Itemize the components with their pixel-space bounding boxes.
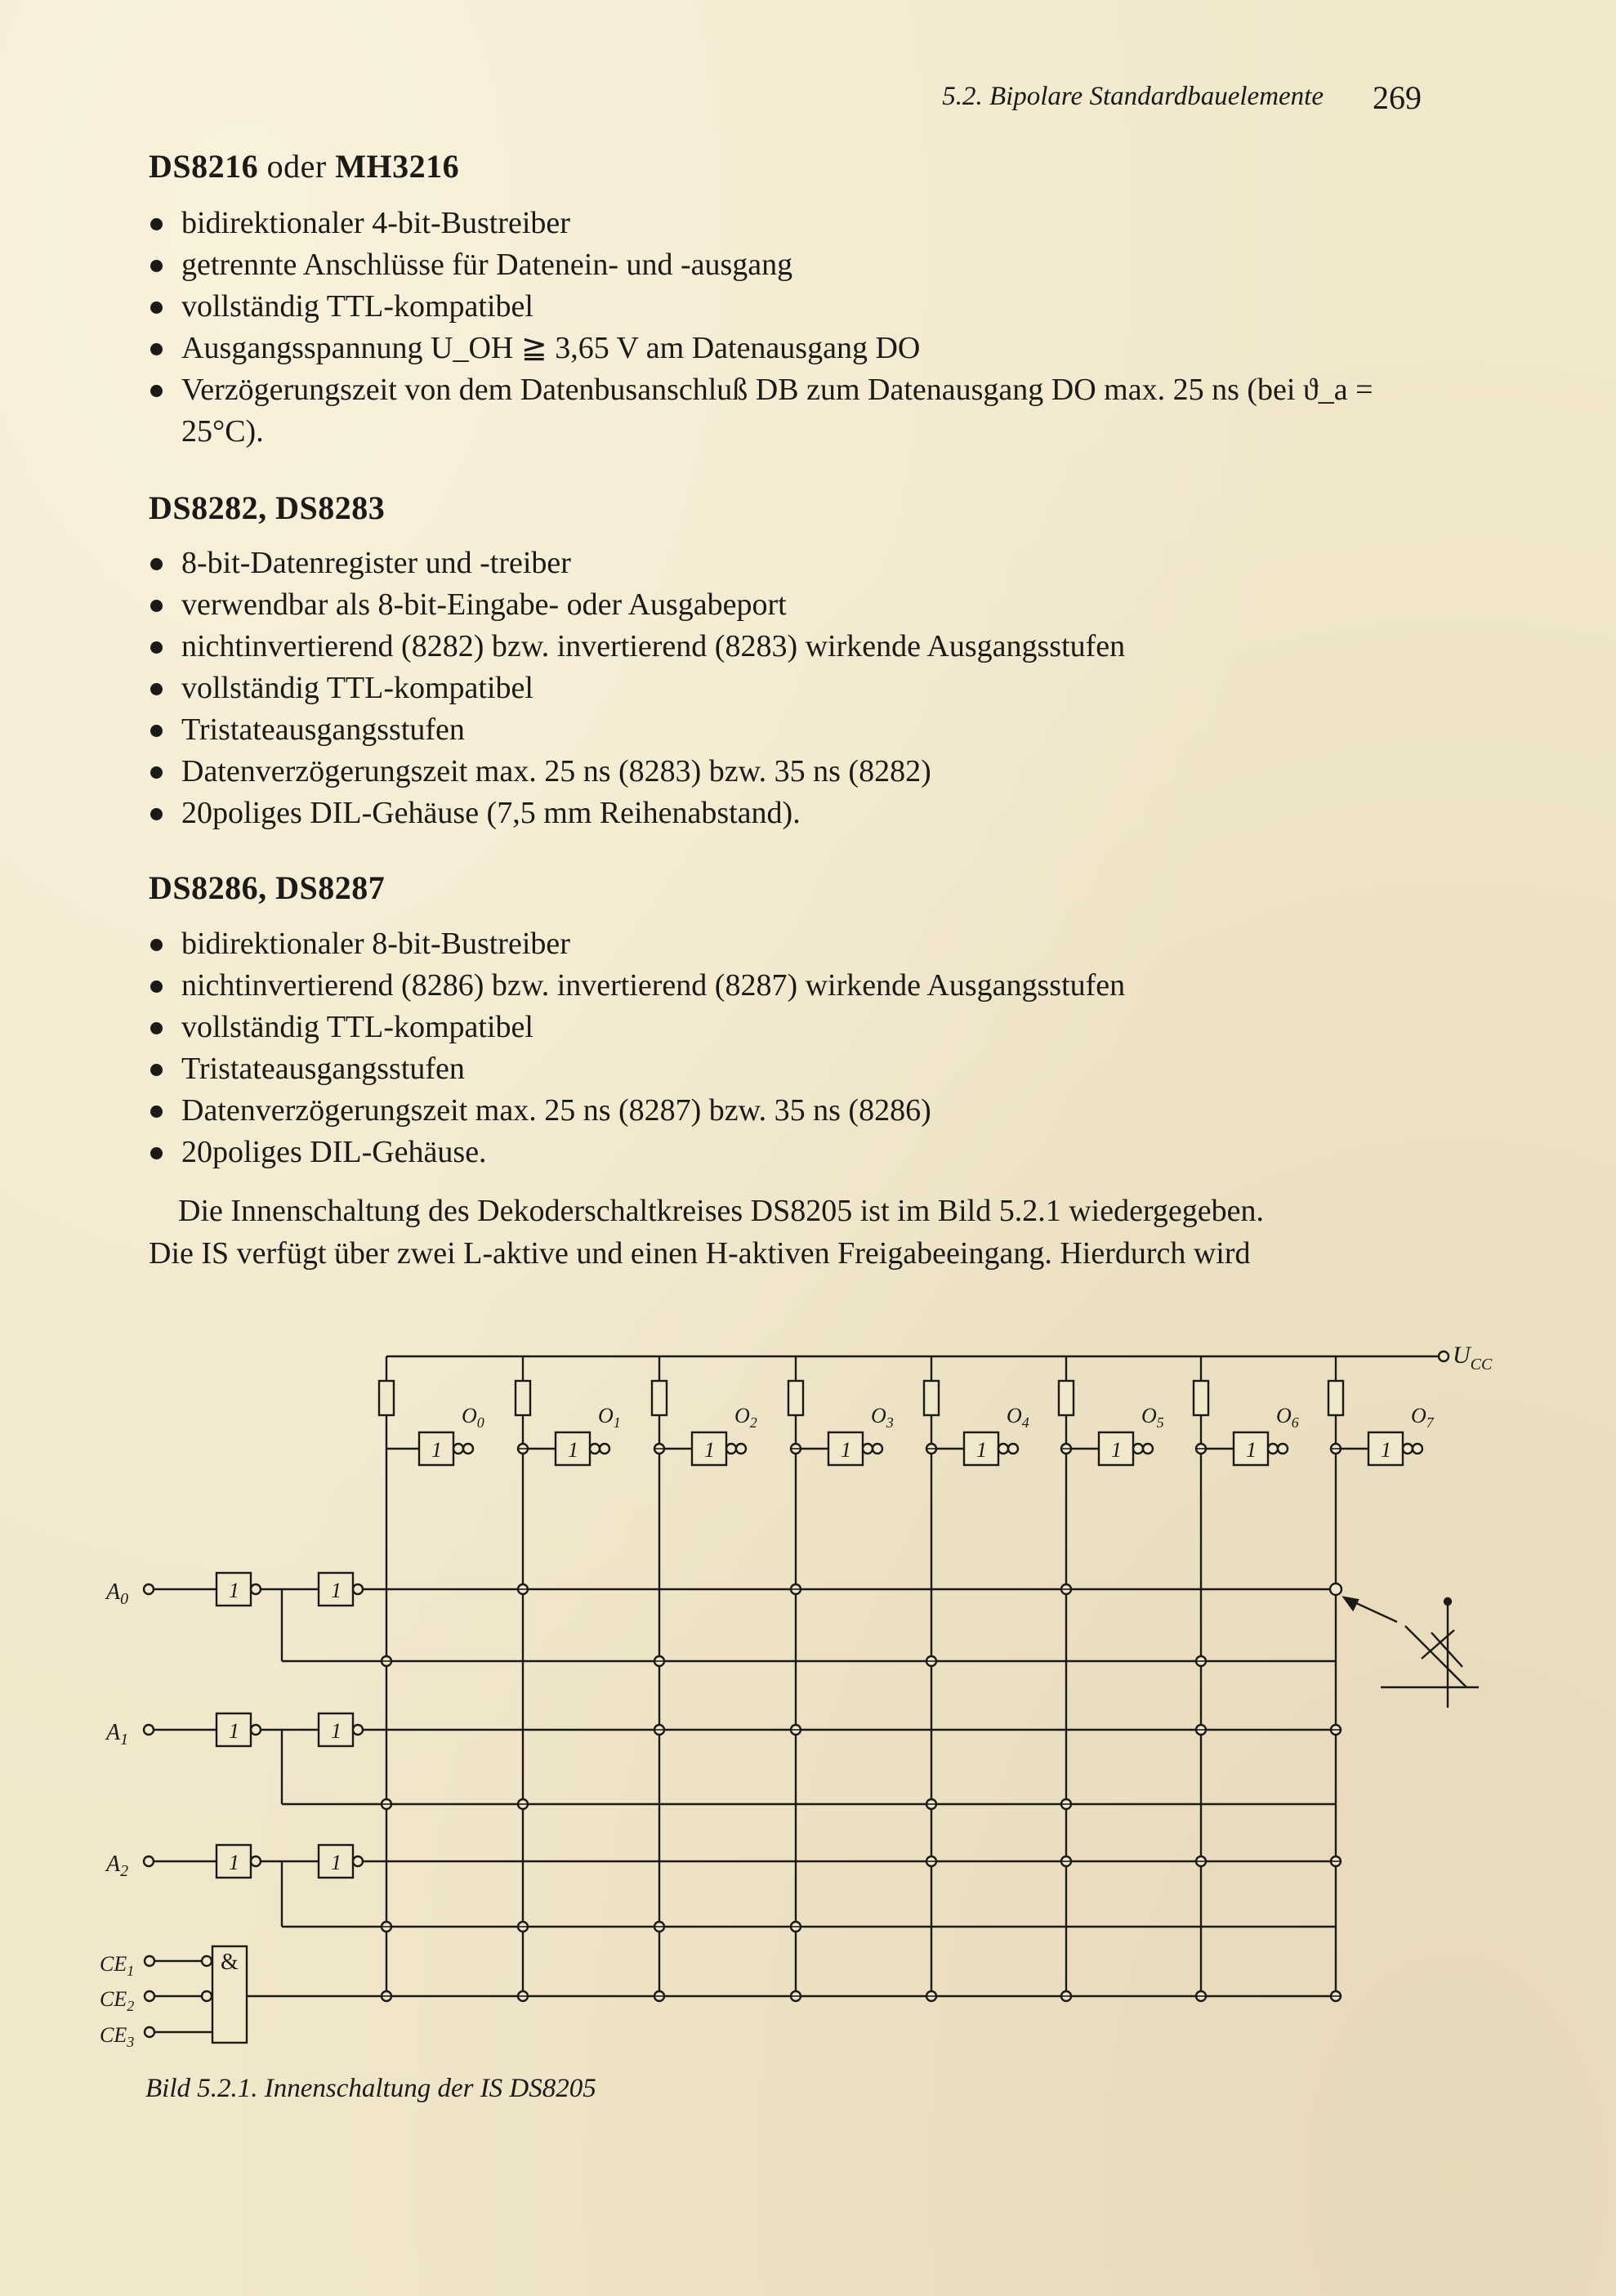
output-label: $O_0$ bbox=[462, 1404, 484, 1431]
inverter-bubble bbox=[353, 1584, 363, 1594]
bullet-text: Verzögerungszeit von dem Datenbusanschluß DB zum Datenausgang DO max. 25 ns (bei ϑ_a = 25°C). bbox=[181, 373, 1373, 449]
paragraph-line: Die IS verfügt über zwei L-aktive und einen H-aktiven Freigabeeingang. Hierdurch wird bbox=[149, 1236, 1251, 1271]
bullet-dot-icon bbox=[150, 766, 163, 779]
bullet-text: vollständig TTL-kompatibel bbox=[181, 671, 533, 705]
inverter-bubble bbox=[590, 1444, 600, 1454]
inverter-bubble bbox=[1403, 1444, 1413, 1454]
enable-input-label: $CE_1$ bbox=[100, 1952, 135, 1979]
marked-junction bbox=[1330, 1584, 1341, 1595]
bullet-dot-icon bbox=[150, 939, 163, 951]
bullet-item bbox=[149, 1132, 1456, 1173]
inverter-bubble bbox=[726, 1444, 736, 1454]
address-input-label: $A_1$ bbox=[106, 1720, 129, 1749]
bullet-dot-icon bbox=[150, 1064, 163, 1076]
gate-symbol-label: 1 bbox=[229, 1851, 239, 1874]
heading-part: MH3216 bbox=[335, 148, 460, 185]
bullet-text: Tristateausgangsstufen bbox=[181, 1052, 465, 1086]
enable-inverted-bubble bbox=[202, 1991, 212, 2001]
bullet-list-ds8286 bbox=[149, 923, 1456, 1173]
bullet-dot-icon bbox=[150, 980, 163, 993]
output-label: $O_2$ bbox=[734, 1404, 757, 1431]
bullet-dot-icon bbox=[150, 683, 163, 695]
paragraph-line: Die Innenschaltung des Dekoderschaltkreises DS8205 ist im Bild 5.2.1 wiedergegeben. bbox=[178, 1194, 1265, 1228]
bullet-text: Ausgangsspannung U_OH ≧ 3,65 V am Datenausgang DO bbox=[181, 331, 921, 365]
bullet-text: verwendbar als 8-bit-Eingabe- oder Ausgabeport bbox=[181, 587, 787, 622]
enable-terminal bbox=[145, 1991, 154, 2001]
gate-symbol-label: 1 bbox=[1246, 1438, 1257, 1462]
supply-label: $U_{CC}$ bbox=[1453, 1342, 1493, 1374]
address-input-label: $A_0$ bbox=[106, 1579, 129, 1608]
enable-terminal bbox=[145, 2027, 154, 2037]
diode-symbol-line bbox=[1422, 1630, 1454, 1659]
section-heading-ds8286: DS8286, DS8287 bbox=[149, 869, 386, 906]
bullet-item bbox=[149, 709, 1456, 751]
arrow-head-icon bbox=[1344, 1597, 1358, 1610]
address-input-label: $A_2$ bbox=[106, 1852, 129, 1880]
bullet-item bbox=[149, 965, 1456, 1007]
input-terminal bbox=[144, 1856, 154, 1866]
bullet-dot-icon bbox=[150, 343, 163, 355]
bullet-text: 20poliges DIL-Gehäuse (7,5 mm Reihenabstand). bbox=[181, 796, 801, 830]
page-number: 269 bbox=[1373, 79, 1422, 116]
bullet-dot-icon bbox=[150, 641, 163, 654]
pullup-resistor bbox=[1194, 1381, 1208, 1415]
pullup-resistor bbox=[924, 1381, 939, 1415]
bullet-text: 20poliges DIL-Gehäuse. bbox=[181, 1135, 487, 1169]
bullet-text: bidirektionaler 4-bit-Bustreiber bbox=[181, 206, 570, 240]
gate-symbol-label: 1 bbox=[1111, 1438, 1122, 1462]
bullet-item bbox=[149, 751, 1456, 793]
bullet-text: Tristateausgangsstufen bbox=[181, 712, 465, 747]
inverter-bubble bbox=[1133, 1444, 1143, 1454]
figure-caption: Bild 5.2.1. Innenschaltung der IS DS8205 bbox=[145, 2074, 596, 2103]
input-terminal bbox=[144, 1584, 154, 1594]
output-label: $O_7$ bbox=[1411, 1404, 1434, 1431]
bullet-dot-icon bbox=[150, 725, 163, 737]
output-terminal bbox=[463, 1444, 473, 1454]
output-label: $O_3$ bbox=[871, 1404, 894, 1431]
heading-part: DS8216 bbox=[149, 148, 259, 185]
pullup-resistor bbox=[652, 1381, 667, 1415]
body-paragraph bbox=[149, 1190, 1423, 1275]
gate-symbol-label: 1 bbox=[841, 1438, 851, 1462]
bullet-text: 8-bit-Datenregister und -treiber bbox=[181, 546, 571, 580]
gate-symbol-label: 1 bbox=[331, 1579, 342, 1602]
bullet-dot-icon bbox=[150, 558, 163, 570]
section-heading-ds8282: DS8282, DS8283 bbox=[149, 489, 386, 526]
pullup-resistor bbox=[788, 1381, 803, 1415]
bullet-item bbox=[149, 584, 1456, 626]
output-label: $O_5$ bbox=[1141, 1404, 1164, 1431]
bullet-item bbox=[149, 1007, 1456, 1048]
annotation-dot bbox=[1444, 1598, 1451, 1605]
section-heading-ds8216 bbox=[149, 147, 459, 185]
output-terminal bbox=[600, 1444, 609, 1454]
bullet-item bbox=[149, 1048, 1456, 1090]
pullup-resistor bbox=[1328, 1381, 1343, 1415]
bullet-item bbox=[149, 244, 1456, 286]
bullet-dot-icon bbox=[150, 1022, 163, 1034]
output-terminal bbox=[1008, 1444, 1018, 1454]
gate-symbol-label: 1 bbox=[229, 1579, 239, 1602]
circuit-wires bbox=[154, 1356, 1479, 2032]
diode-symbol-line bbox=[1405, 1626, 1466, 1687]
bullet-text: Datenverzögerungszeit max. 25 ns (8287) bzw. 35 ns (8286) bbox=[181, 1093, 931, 1128]
bullet-dot-icon bbox=[150, 302, 163, 314]
bullet-item bbox=[149, 793, 1456, 834]
bullet-item bbox=[149, 328, 1456, 369]
decoder-circuit-diagram bbox=[82, 1316, 1536, 2051]
gate-symbol-label: 1 bbox=[1381, 1438, 1391, 1462]
bullet-text: Datenverzögerungszeit max. 25 ns (8283) bzw. 35 ns (8282) bbox=[181, 754, 931, 788]
inverter-bubble bbox=[453, 1444, 463, 1454]
pullup-resistor bbox=[516, 1381, 530, 1415]
inverter-bubble bbox=[353, 1725, 363, 1735]
enable-input-label: $CE_2$ bbox=[100, 1987, 135, 2014]
bullet-item bbox=[149, 369, 1456, 453]
bullet-dot-icon bbox=[150, 260, 163, 272]
bullet-text: getrennte Anschlüsse für Datenein- und -ausgang bbox=[181, 248, 793, 282]
bullet-dot-icon bbox=[150, 600, 163, 612]
bullet-text: nichtinvertierend (8282) bzw. invertierend (8283) wirkende Ausgangsstufen bbox=[181, 629, 1126, 663]
bullet-text: vollständig TTL-kompatibel bbox=[181, 289, 533, 324]
bullet-item bbox=[149, 543, 1456, 584]
output-label: $O_6$ bbox=[1276, 1404, 1299, 1431]
output-terminal bbox=[1413, 1444, 1422, 1454]
gate-symbol-label: 1 bbox=[331, 1719, 342, 1743]
bullet-item bbox=[149, 203, 1456, 244]
gate-symbol-label: 1 bbox=[331, 1851, 342, 1874]
bullet-text: bidirektionaler 8-bit-Bustreiber bbox=[181, 927, 570, 961]
gate-symbol-label: 1 bbox=[229, 1719, 239, 1743]
inverter-bubble bbox=[353, 1856, 363, 1866]
gate-symbol-label: 1 bbox=[976, 1438, 987, 1462]
inverter-bubble bbox=[251, 1584, 261, 1594]
supply-terminal bbox=[1439, 1351, 1449, 1361]
output-terminal bbox=[1143, 1444, 1153, 1454]
inverter-bubble bbox=[998, 1444, 1008, 1454]
heading-part: oder bbox=[258, 148, 336, 185]
bullet-item bbox=[149, 1090, 1456, 1132]
gate-symbol-label: 1 bbox=[431, 1438, 442, 1462]
gate-symbol-label: 1 bbox=[704, 1438, 715, 1462]
running-head: 5.2. Bipolare Standardbauelemente bbox=[942, 82, 1324, 111]
input-terminal bbox=[144, 1725, 154, 1735]
bullet-dot-icon bbox=[150, 808, 163, 820]
inverter-bubble bbox=[863, 1444, 873, 1454]
and-gate-symbol: & bbox=[221, 1950, 239, 1975]
inverter-bubble bbox=[251, 1856, 261, 1866]
inverter-bubble bbox=[1268, 1444, 1278, 1454]
bullet-item bbox=[149, 923, 1456, 965]
bullet-dot-icon bbox=[150, 218, 163, 230]
bullet-dot-icon bbox=[150, 385, 163, 397]
gate-symbol-label: 1 bbox=[568, 1438, 578, 1462]
inverter-bubble bbox=[251, 1725, 261, 1735]
bullet-text: nichtinvertierend (8286) bzw. invertierend (8287) wirkende Ausgangsstufen bbox=[181, 968, 1126, 1003]
bullet-dot-icon bbox=[150, 1147, 163, 1159]
output-terminal bbox=[873, 1444, 882, 1454]
bullet-text: vollständig TTL-kompatibel bbox=[181, 1010, 533, 1044]
bullet-list-ds8216 bbox=[149, 203, 1456, 453]
output-label: $O_1$ bbox=[598, 1404, 621, 1431]
bullet-item bbox=[149, 626, 1456, 668]
enable-inverted-bubble bbox=[202, 1956, 212, 1966]
output-terminal bbox=[1278, 1444, 1288, 1454]
enable-terminal bbox=[145, 1956, 154, 1966]
bullet-item bbox=[149, 286, 1456, 328]
bullet-dot-icon bbox=[150, 1106, 163, 1118]
bullet-item bbox=[149, 668, 1456, 709]
pullup-resistor bbox=[379, 1381, 394, 1415]
output-label: $O_4$ bbox=[1007, 1404, 1029, 1431]
pullup-resistor bbox=[1059, 1381, 1074, 1415]
output-terminal bbox=[736, 1444, 746, 1454]
bullet-list-ds8282 bbox=[149, 543, 1456, 834]
enable-input-label: $CE_3$ bbox=[100, 2023, 135, 2050]
